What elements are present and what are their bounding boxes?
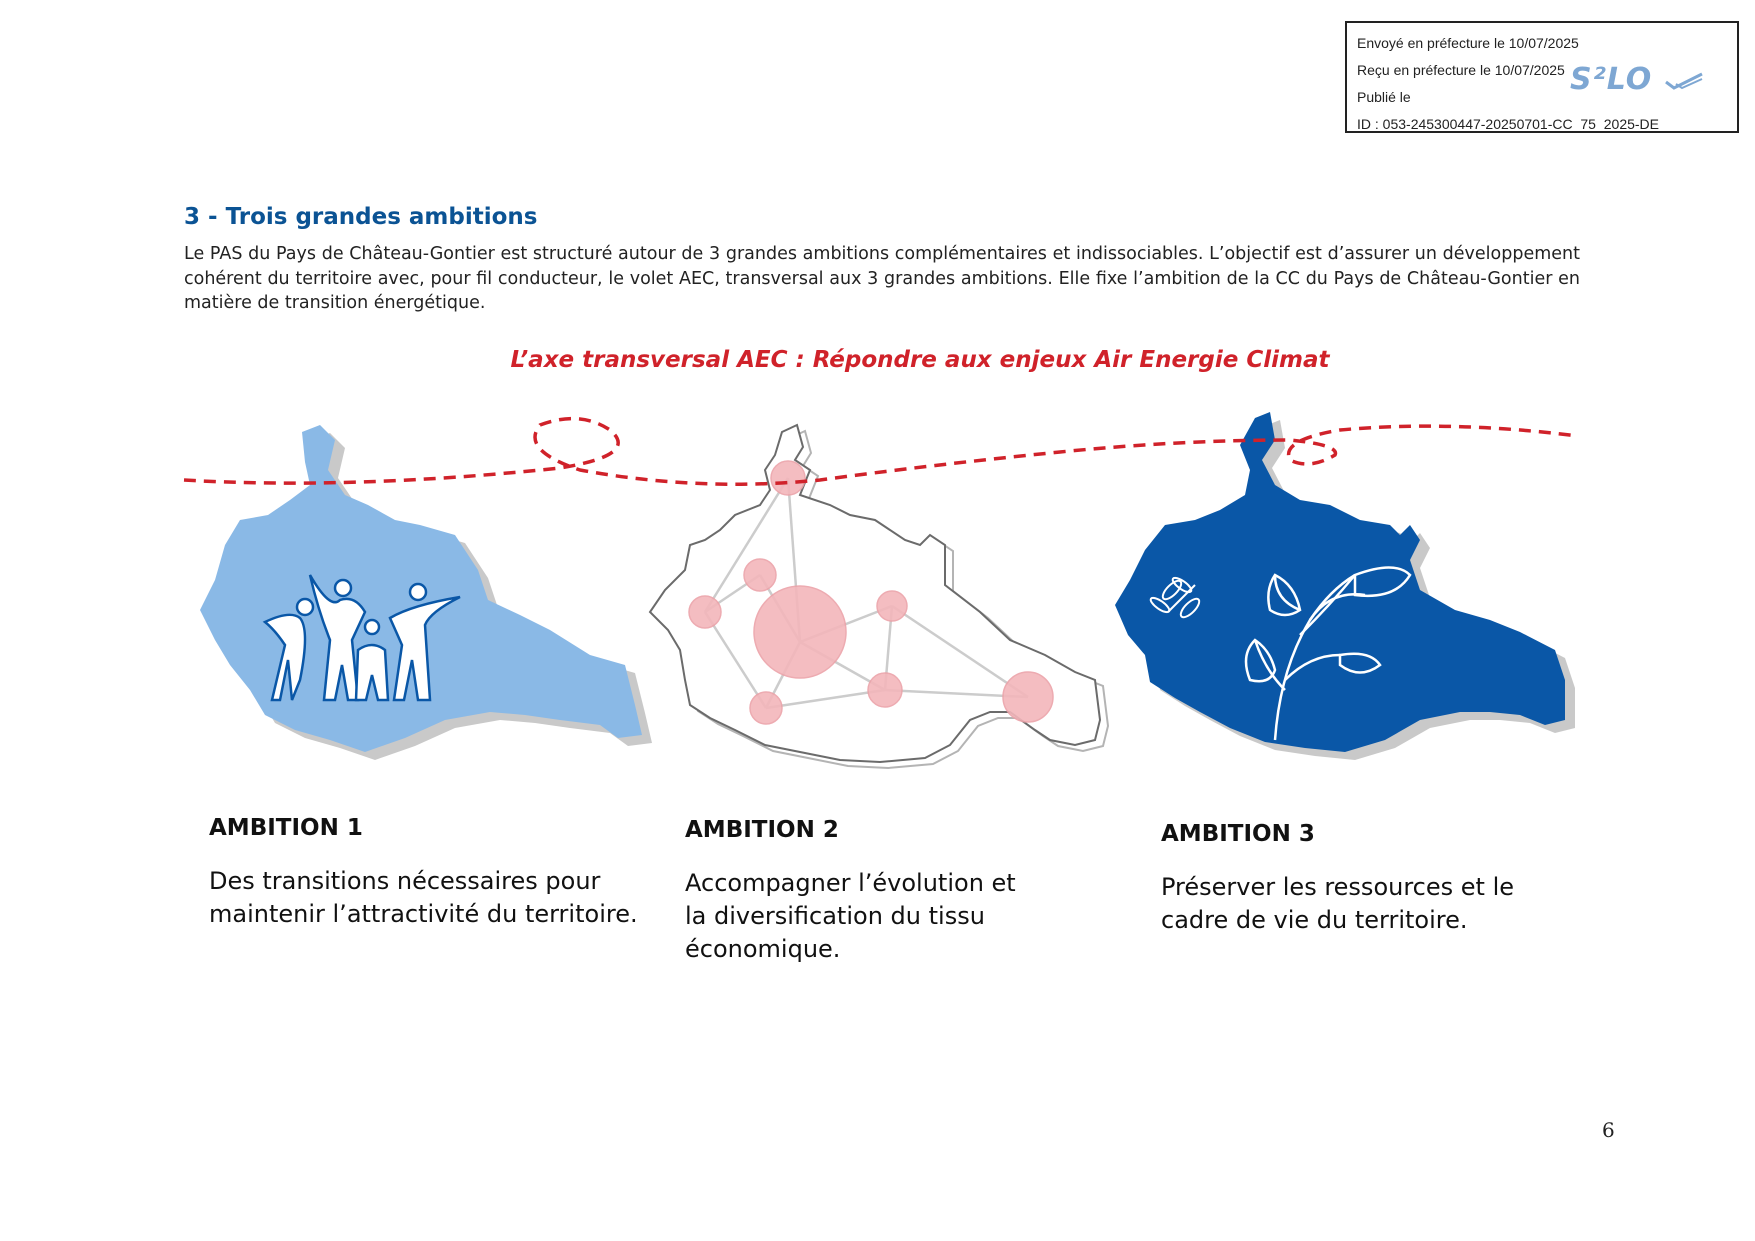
ambition-3-text: Préserver les ressources et le cadre de vie du territoire. bbox=[1161, 873, 1515, 934]
ambition-2-block bbox=[685, 817, 1035, 966]
map-ambition-3 bbox=[1115, 412, 1575, 760]
stamp-received-line: Reçu en préfecture le 10/07/2025 bbox=[1357, 62, 1565, 78]
ambition-3-heading: AMBITION 3 bbox=[1161, 821, 1315, 847]
ambition-1-heading: AMBITION 1 bbox=[209, 815, 363, 841]
section-title: 3 - Trois grandes ambitions bbox=[184, 204, 538, 230]
stamp-sent-line: Envoyé en préfecture le 10/07/2025 bbox=[1357, 35, 1579, 51]
page-number: 6 bbox=[1602, 1118, 1615, 1142]
ambition-2-text: Accompagner l’évolution et la diversification du tissu économique. bbox=[685, 869, 1016, 963]
ambition-1-text: Des transitions nécessaires pour maintenir l’attractivité du territoire. bbox=[209, 867, 638, 928]
stamp-published-line: Publié le bbox=[1357, 89, 1411, 105]
ambition-2-heading: AMBITION 2 bbox=[685, 817, 839, 843]
intro-paragraph: Le PAS du Pays de Château-Gontier est structuré autour de 3 grandes ambitions complémentaires et indissociables. L’objectif est d’assurer un développement cohérent du territoire avec, pour fil conducteur, le volet AEC, transversal aux 3 grandes ambitions. Elle fixe l’ambition de la CC du Pays de Château-Gontier en matière de transition énergétique. bbox=[184, 244, 1580, 313]
ambition-1-block bbox=[209, 815, 649, 931]
s2lo-logo-text: S²LO bbox=[1570, 62, 1653, 97]
aec-dashed-line bbox=[184, 419, 1578, 485]
map-ambition-1 bbox=[200, 425, 652, 760]
stamp-id-line: ID : 053-245300447-20250701-CC_75_2025-DE bbox=[1357, 116, 1659, 132]
ambition-3-block bbox=[1161, 821, 1541, 937]
figure-title: L’axe transversal AEC : Répondre aux enjeux Air Energie Climat bbox=[510, 347, 1330, 373]
map-ambition-2 bbox=[650, 425, 1108, 768]
